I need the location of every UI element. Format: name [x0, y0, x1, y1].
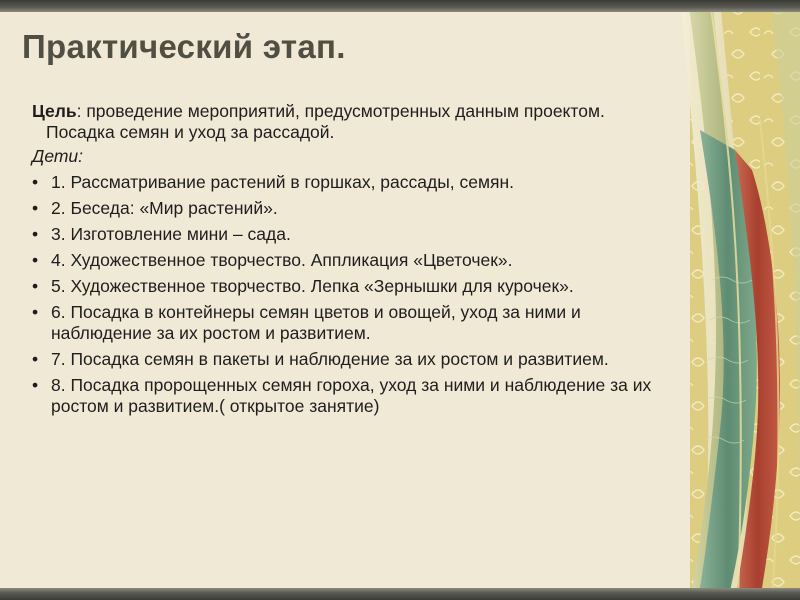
list-item-text: 7. Посадка семян в пакеты и наблюдение за их ростом и развитием.	[51, 349, 609, 369]
list-item-text: 4. Художественное творчество. Аппликация «Цветочек».	[51, 250, 513, 270]
bullet: •	[32, 250, 39, 270]
goal-text: : проведение мероприятий, предусмотренных данным проектом. Посадка семян и уход за рассадой.	[46, 101, 605, 142]
bullet: •	[32, 375, 39, 395]
bullet: •	[32, 172, 39, 192]
list-item-text: 6. Посадка в контейнеры семян цветов и овощей, уход за ними и наблюдение за их ростом и развитием.	[51, 302, 581, 343]
slide-body	[32, 101, 672, 422]
list-item-text: 3. Изготовление мини – сада.	[51, 224, 291, 244]
list-item	[32, 250, 672, 271]
list-item	[32, 349, 672, 370]
top-frame-bar	[0, 0, 800, 12]
list-item	[32, 198, 672, 219]
list-item	[32, 224, 672, 245]
list-item	[32, 302, 672, 344]
bullet: •	[32, 276, 39, 296]
list-item-text: 8. Посадка пророщенных семян гороха, уход за ними и наблюдение за их ростом и развитием.( открытое занятие)	[51, 375, 652, 416]
bottom-frame-bar	[0, 588, 800, 600]
slide-title: Практический этап.	[22, 28, 346, 65]
list-item-text: 5. Художественное творчество. Лепка «Зернышки для курочек».	[51, 276, 574, 296]
goal-label: Цель	[32, 101, 77, 121]
bullet: •	[32, 224, 39, 244]
list-item	[32, 276, 672, 297]
list-item-text: 2. Беседа: «Мир растений».	[51, 198, 278, 218]
activity-list	[32, 172, 672, 417]
bullet: •	[32, 349, 39, 369]
kids-label: Дети:	[32, 146, 84, 166]
list-item-text: 1. Рассматривание растений в горшках, рассады, семян.	[51, 172, 515, 192]
goal-paragraph	[32, 101, 672, 143]
bullet: •	[32, 198, 39, 218]
list-item	[32, 375, 672, 417]
bullet: •	[32, 302, 39, 322]
list-item	[32, 172, 672, 193]
